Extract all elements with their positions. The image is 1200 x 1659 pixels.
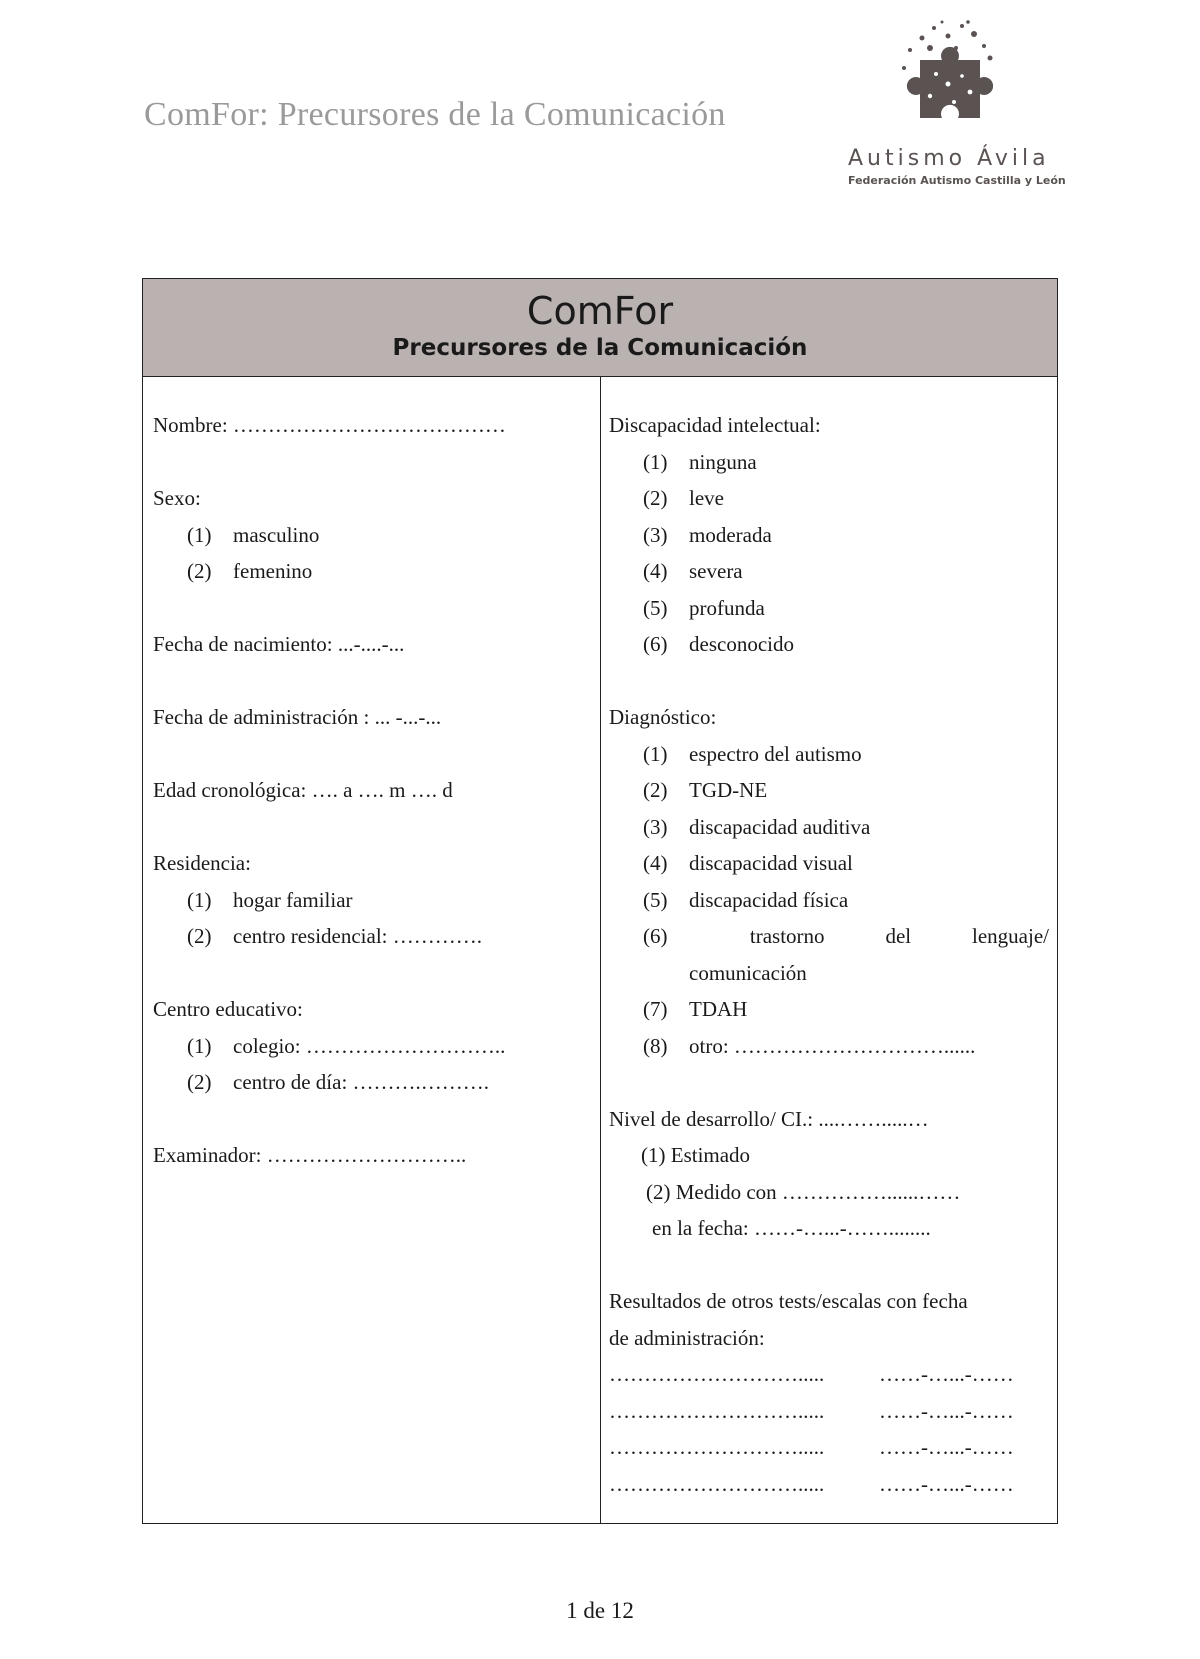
option-label: profunda bbox=[689, 595, 765, 620]
option-label: TGD-NE bbox=[689, 778, 768, 802]
option-label: TDAH bbox=[689, 997, 748, 1021]
discapacidad-option[interactable] bbox=[609, 480, 1049, 517]
option-label-continuation: comunicación bbox=[689, 960, 807, 985]
residencia-option[interactable] bbox=[153, 918, 593, 955]
option-label: masculino bbox=[233, 522, 320, 547]
option-label: espectro del autismo bbox=[689, 741, 862, 766]
option-label: otro: …………………………...... bbox=[689, 1033, 976, 1058]
right-column bbox=[609, 407, 1049, 1502]
centro-option[interactable] bbox=[153, 1064, 593, 1101]
test-name-blank: ………………………..... bbox=[609, 1362, 825, 1386]
diagnostico-option[interactable] bbox=[609, 1028, 1049, 1065]
option-number: (1) bbox=[187, 1033, 212, 1058]
centro-educativo-label: Centro educativo: bbox=[153, 997, 303, 1021]
diagnostico-option[interactable] bbox=[609, 809, 1049, 846]
option-number: (7) bbox=[643, 997, 668, 1021]
option-number: (4) bbox=[643, 559, 668, 583]
option-number: (1) bbox=[643, 741, 668, 766]
diagnostico-option[interactable] bbox=[609, 882, 1049, 919]
left-column bbox=[153, 407, 593, 1174]
form-title: ComFor bbox=[526, 289, 674, 333]
test-date-blank: ……-…...-…… bbox=[879, 1435, 1014, 1459]
discapacidad-option[interactable] bbox=[609, 626, 1049, 663]
diagnostico-option[interactable] bbox=[609, 772, 1049, 809]
option-number: (3) bbox=[643, 522, 668, 547]
option-label-word: del bbox=[885, 924, 912, 948]
resultados-row[interactable] bbox=[609, 1429, 1049, 1466]
option-number: (1) bbox=[643, 449, 668, 474]
logo-name: Autismo Ávila bbox=[848, 146, 1050, 171]
option-label: femenino bbox=[233, 559, 313, 583]
form-subtitle: Precursores de la Comunicación bbox=[392, 335, 808, 361]
resultados-row[interactable] bbox=[609, 1466, 1049, 1503]
nivel-fecha-field[interactable]: en la fecha: ……-…...-……........ bbox=[652, 1216, 931, 1240]
test-name-blank: ………………………..... bbox=[609, 1471, 825, 1496]
diagnostico-option[interactable] bbox=[609, 845, 1049, 882]
nivel-medido-option[interactable]: (2) Medido con ……………......…… bbox=[646, 1179, 961, 1204]
examinador-field[interactable]: Examinador: ……………………….. bbox=[153, 1143, 467, 1167]
fecha-administracion-field[interactable]: Fecha de administración : ... -...-... bbox=[153, 705, 442, 729]
test-date-blank: ……-…...-…… bbox=[879, 1471, 1014, 1496]
option-label: centro residencial: …………. bbox=[233, 924, 483, 948]
option-label-word: lenguaje/ bbox=[972, 924, 1049, 948]
resultados-label-cont: de administración: bbox=[609, 1325, 765, 1350]
option-number: (1) bbox=[187, 522, 212, 547]
discapacidad-option[interactable] bbox=[609, 444, 1049, 481]
resultados-label: Resultados de otros tests/escalas con fecha bbox=[609, 1289, 968, 1313]
option-number: (2) bbox=[643, 778, 668, 802]
option-number: (2) bbox=[187, 924, 212, 948]
logo-subtitle: Federación Autismo Castilla y León bbox=[848, 174, 1066, 187]
edad-cronologica-field[interactable]: Edad cronológica: …. a …. m …. d bbox=[153, 778, 453, 802]
resultados-row[interactable] bbox=[609, 1356, 1049, 1393]
resultados-row[interactable] bbox=[609, 1393, 1049, 1430]
option-number: (6) bbox=[643, 632, 668, 656]
option-label: discapacidad visual bbox=[689, 851, 853, 875]
discapacidad-option[interactable] bbox=[609, 590, 1049, 627]
option-number: (5) bbox=[643, 887, 668, 912]
discapacidad-option[interactable] bbox=[609, 553, 1049, 590]
option-label: centro de día: ……….………. bbox=[233, 1070, 490, 1094]
diagnostico-option[interactable] bbox=[609, 736, 1049, 773]
diagnostico-option[interactable] bbox=[609, 918, 1049, 955]
nombre-field[interactable]: Nombre: ………………………………… bbox=[153, 413, 506, 437]
option-label: discapacidad física bbox=[689, 887, 849, 912]
discapacidad-option[interactable] bbox=[609, 517, 1049, 554]
option-label: moderada bbox=[689, 522, 772, 547]
option-number: (1) bbox=[187, 887, 212, 912]
diagnostico-option[interactable] bbox=[609, 991, 1049, 1028]
test-name-blank: ………………………..... bbox=[609, 1398, 825, 1423]
option-number: (5) bbox=[643, 595, 668, 620]
test-name-blank: ………………………..... bbox=[609, 1435, 825, 1459]
page-number: 1 de 12 bbox=[566, 1598, 634, 1623]
form-box bbox=[142, 278, 1058, 1524]
option-label-word: trastorno bbox=[749, 924, 825, 948]
nivel-desarrollo-field[interactable]: Nivel de desarrollo/ CI.: ....…….....… bbox=[609, 1106, 929, 1131]
sexo-label: Sexo: bbox=[153, 486, 201, 510]
option-label: discapacidad auditiva bbox=[689, 814, 871, 839]
fecha-nacimiento-field[interactable]: Fecha de nacimiento: ...-....-... bbox=[153, 632, 405, 656]
option-label: ninguna bbox=[689, 449, 757, 474]
option-number: (2) bbox=[643, 486, 668, 510]
form-box-header bbox=[143, 279, 1057, 377]
option-label: severa bbox=[689, 559, 743, 583]
autismo-avila-logo bbox=[830, 18, 1070, 188]
option-label: leve bbox=[689, 486, 724, 510]
option-number: (6) bbox=[643, 924, 668, 948]
option-number: (4) bbox=[643, 851, 668, 875]
option-number: (3) bbox=[643, 814, 668, 839]
residencia-label: Residencia: bbox=[153, 851, 251, 875]
option-label: hogar familiar bbox=[233, 887, 353, 912]
option-number: (8) bbox=[643, 1033, 668, 1058]
option-number: (2) bbox=[187, 559, 212, 583]
centro-option[interactable] bbox=[153, 1028, 593, 1065]
diagnostico-label: Diagnóstico: bbox=[609, 705, 717, 729]
test-date-blank: ……-…...-…… bbox=[879, 1398, 1014, 1423]
sexo-option[interactable] bbox=[153, 517, 593, 554]
option-label: colegio: ……………………….. bbox=[233, 1033, 506, 1058]
option-label: desconocido bbox=[689, 632, 794, 656]
page-header-title: ComFor: Precursores de la Comunicación bbox=[144, 96, 726, 133]
nivel-estimado-option[interactable]: (1) Estimado bbox=[641, 1143, 751, 1167]
column-divider bbox=[600, 377, 601, 1523]
puzzle-piece-icon bbox=[890, 18, 1000, 138]
residencia-option[interactable] bbox=[153, 882, 593, 919]
sexo-option[interactable] bbox=[153, 553, 593, 590]
discapacidad-label: Discapacidad intelectual: bbox=[609, 413, 821, 437]
test-date-blank: ……-…...-…… bbox=[879, 1362, 1014, 1386]
option-number: (2) bbox=[187, 1070, 212, 1094]
